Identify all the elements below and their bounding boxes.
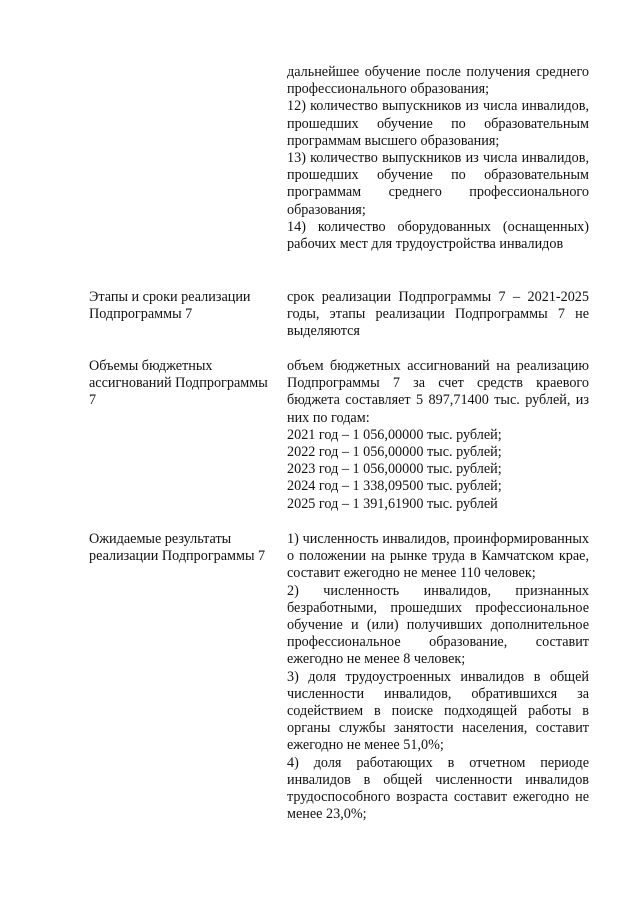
indicator-item-12: 12) количество выпускников из числа инвалидов, прошедших обучение по образовательным программам высшего образования; [287, 98, 589, 149]
budget-year-2022: 2022 год – 1 056,00000 тыс. рублей; [287, 444, 502, 461]
budget-content [287, 358, 589, 513]
indicator-item-11-continued: дальнейшее обучение после получения среднего профессионального образования; [287, 64, 589, 98]
results-label: Ожидаемые результаты реализации Подпрограммы 7 [89, 531, 266, 565]
budget-year-2021: 2021 год – 1 056,00000 тыс. рублей; [287, 426, 502, 443]
result-item-4: 4) доля работающих в отчетном периоде инвалидов в общей численности инвалидов трудоспособного возраста составит ежегодно не менее 23,0%; [287, 754, 589, 823]
budget-year-2024: 2024 год – 1 338,09500 тыс. рублей; [287, 478, 502, 495]
result-item-1: 1) численность инвалидов, проинформированных о положении на рынке труда в Камчатском крае, составит ежегодно не менее 110 человек; [287, 531, 589, 582]
indicator-item-14: 14) количество оборудованных (оснащенных) рабочих мест для трудоустройства инвалидов [287, 218, 589, 253]
stages-content [287, 289, 589, 341]
budget-intro: объем бюджетных ассигнований на реализацию Подпрограммы 7 за счет средств краевого бюджета составляет 5 897,71400 тыс. рублей, из них по годам: [287, 358, 589, 426]
stages-label: Этапы и сроки реализации Подпрограммы 7 [89, 289, 251, 323]
budget-year-2023: 2023 год – 1 056,00000 тыс. рублей; [287, 461, 502, 478]
results-content [287, 531, 589, 823]
budget-year-2025: 2025 год – 1 391,61900 тыс. рублей [287, 495, 498, 512]
budget-label: Объемы бюджетных ассигнований Подпрограммы 7 [89, 358, 268, 409]
stages-text: срок реализации Подпрограммы 7 – 2021-2025 годы, этапы реализации Подпрограммы 7 не выделяются [287, 289, 589, 340]
result-item-3: 3) доля трудоустроенных инвалидов в общей численности инвалидов, обратившихся за содействием в поиске подходящей работы в органы службы занятости населения, составит ежегодно не менее 51,0%; [287, 668, 589, 754]
top-indicators-block [287, 64, 589, 253]
result-item-2: 2) численность инвалидов, признанных безработными, прошедших профессиональное обучение и (или) получивших дополнительное профессиональное образование, составит ежегодно не менее 8 человек; [287, 582, 589, 668]
indicator-item-13: 13) количество выпускников из числа инвалидов, прошедших обучение по образовательным программам среднего профессионального образования; [287, 150, 589, 218]
